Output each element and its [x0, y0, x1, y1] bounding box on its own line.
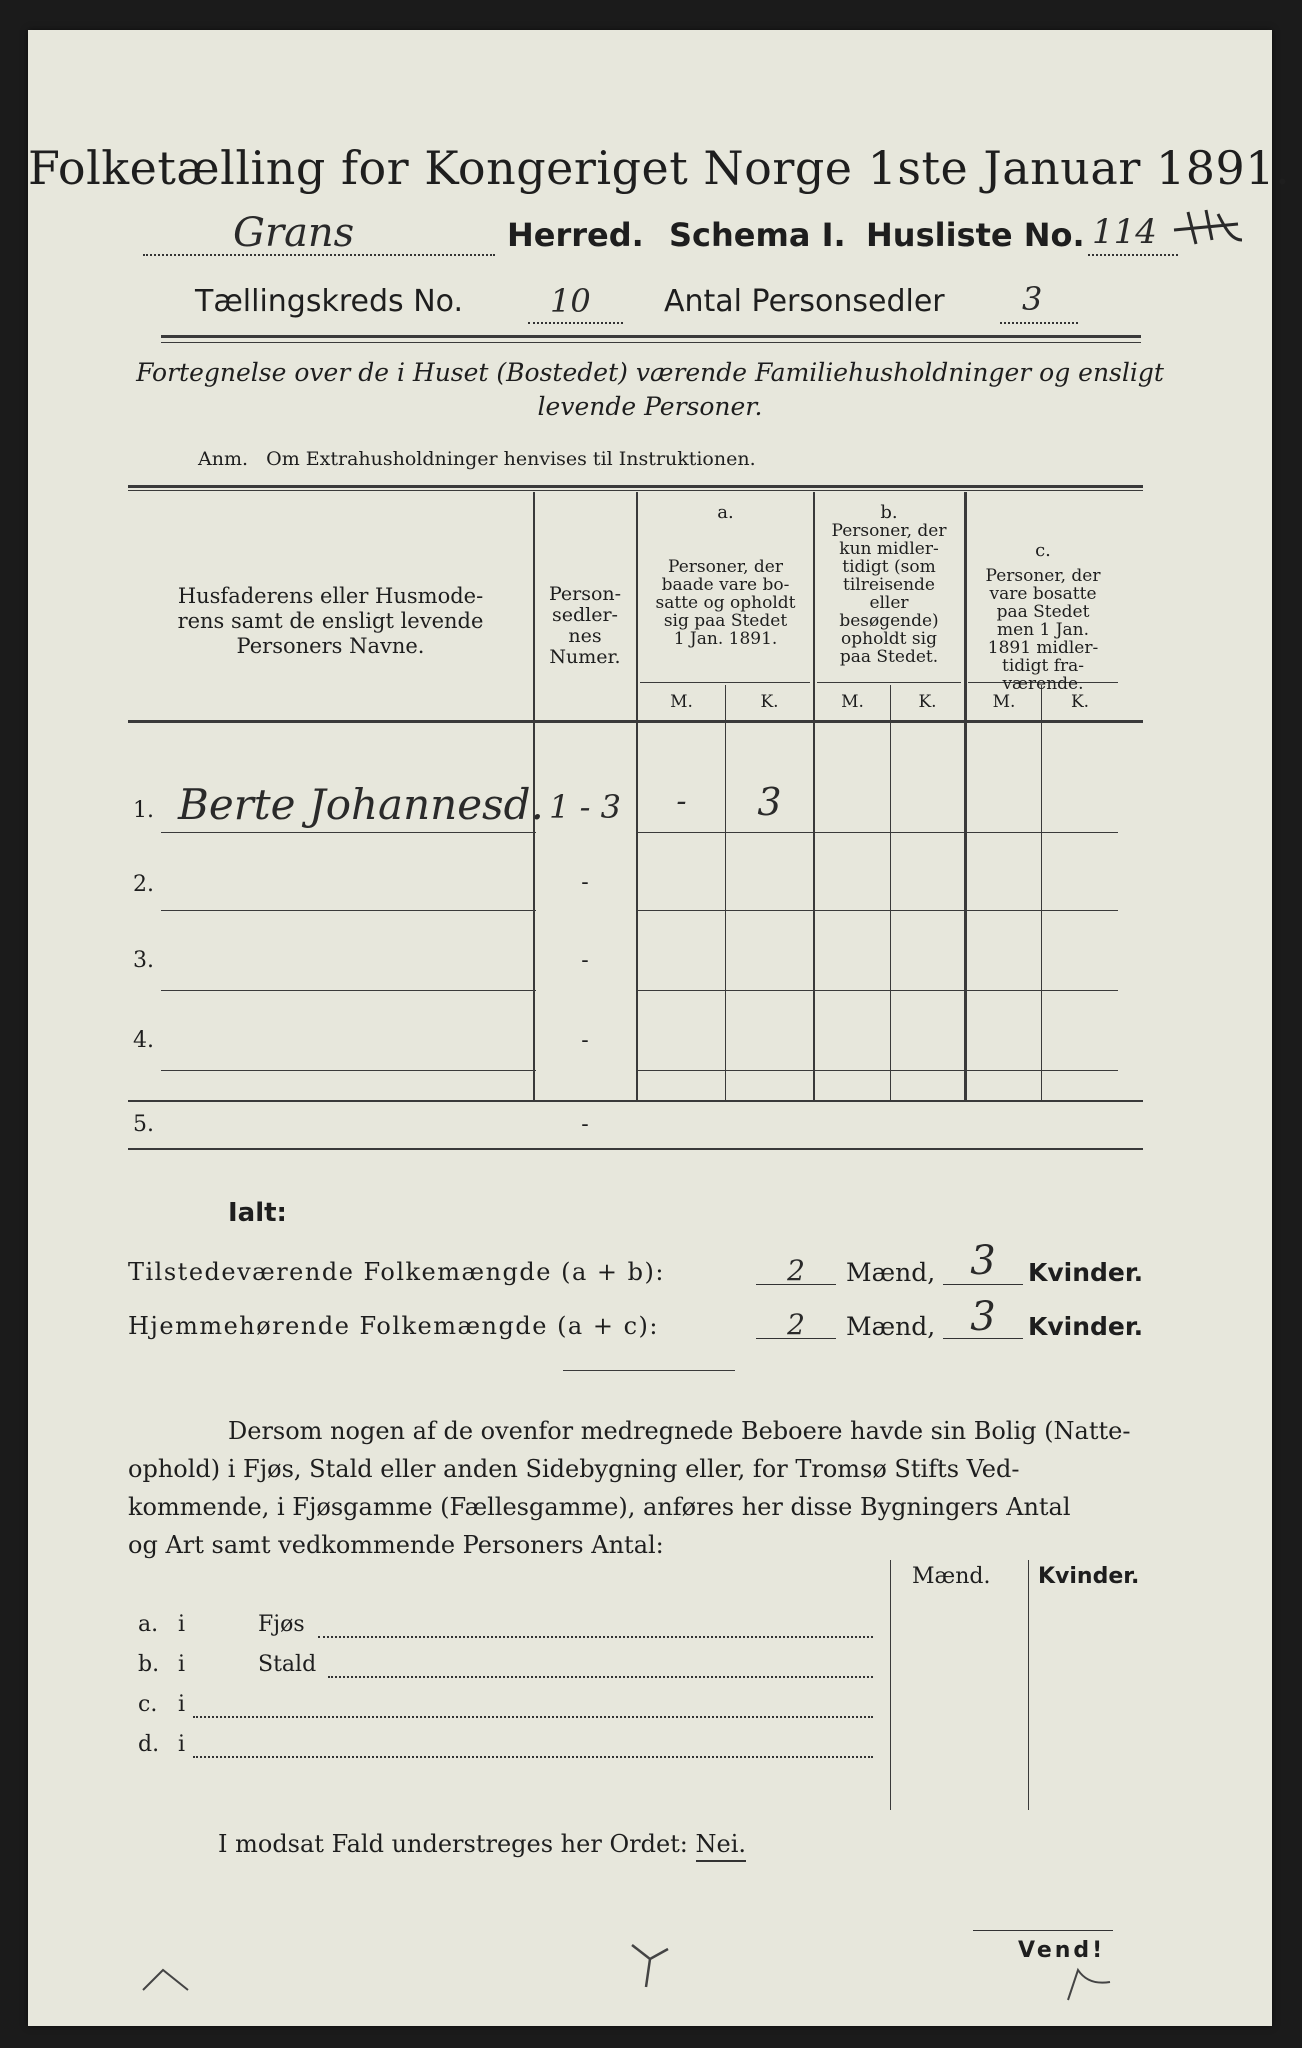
row-rule — [161, 832, 536, 833]
col-header-b-line: opholdt sig — [841, 629, 937, 649]
building-fill-line — [193, 1712, 873, 1718]
buildings-divider-1 — [890, 1560, 891, 1810]
col-header-names-line: rens samt de ensligt levende — [177, 609, 484, 633]
paragraph-line: Dersom nogen af de ovenfor medregnede Beboere havde sin Bolig (Natte- — [228, 1417, 1131, 1445]
hjemme-label: Hjemmehørende Folkemængde (a + c): — [128, 1312, 659, 1340]
tilstede-label: Tilstedeværende Folkemængde (a + b): — [128, 1258, 665, 1286]
separator-rule — [563, 1370, 735, 1371]
col-header-names — [128, 584, 533, 659]
tilstede-maend-label: Mænd, — [846, 1258, 936, 1287]
col-header-number-line: nes — [568, 625, 602, 647]
row-number: 5. — [133, 1112, 154, 1137]
row-rule-right — [638, 990, 1118, 991]
row-rule-right — [638, 1070, 1118, 1071]
building-i: i — [178, 1652, 186, 1677]
col-header-names-line: Husfaderens eller Husmode- — [177, 584, 484, 608]
kreds-value: 10 — [550, 282, 591, 320]
row-a-k: 3 — [757, 780, 782, 824]
col-header-a-line: sig paa Stedet — [663, 611, 788, 631]
col-header-c-line: tidigt fra- — [1001, 656, 1084, 676]
building-fill-line — [193, 1752, 873, 1758]
col-a-k: K. — [760, 692, 779, 712]
nei-word: Nei. — [696, 1830, 747, 1862]
col-header-number-line: sedler- — [552, 604, 618, 626]
buildings-maend-header: Mænd. — [912, 1564, 991, 1589]
col-header-a-line: Personer, der — [668, 557, 783, 577]
row-rule — [161, 990, 536, 991]
col-b-letter: b. — [880, 502, 898, 523]
table-top-rule — [128, 485, 1143, 488]
subtitle-line1: Fortegnelse over de i Huset (Bostedet) værende Familiehusholdninger og ensligt — [136, 358, 1164, 387]
row-name: Berte Johannesd. — [178, 780, 544, 829]
col-header-a — [638, 558, 813, 648]
row-rule — [161, 910, 536, 911]
col-header-a-line: satte og opholdt — [655, 593, 796, 613]
paragraph-line: ophold) i Fjøs, Stald eller anden Sidebygning eller, for Tromsø Stifts Ved- — [128, 1455, 1020, 1483]
col-header-b-line: tilreisende — [842, 575, 935, 595]
row-person-number: - — [581, 948, 589, 973]
col-header-a-line: baade vare bo- — [661, 575, 790, 595]
husliste-label: Husliste No. — [866, 216, 1085, 254]
table-top-rule-thin — [128, 490, 1143, 491]
building-i: i — [178, 1612, 186, 1637]
header-rule-thin — [161, 342, 1141, 343]
col-header-c-line: 1891 midler- — [987, 638, 1099, 658]
col-header-c-line: men 1 Jan. — [996, 620, 1090, 640]
buildings-divider-2 — [1028, 1560, 1029, 1810]
col-header-b-line: kun midler- — [839, 539, 939, 559]
row-person-number: - — [581, 1028, 589, 1053]
hjemme-kvinder-value: 3 — [970, 1294, 996, 1340]
building-letter: d. — [138, 1732, 160, 1757]
tilstede-kvinder-value: 3 — [970, 1238, 996, 1284]
subtitle-line2: levende Personer. — [537, 392, 763, 421]
col-header-a-line: 1 Jan. 1891. — [673, 629, 778, 649]
col-header-number-line: Person- — [548, 583, 622, 605]
row-person-number: 1 - 3 — [549, 788, 621, 826]
herred-value: Grans — [233, 210, 355, 256]
col-header-c-line: Personer, der — [985, 566, 1101, 586]
antal-field — [1000, 280, 1078, 324]
modsat-text — [218, 1830, 746, 1858]
instruction-paragraph — [128, 1412, 1143, 1564]
table-bottom-rule — [128, 1100, 1143, 1102]
hjemme-kvinder-label: Kvinder. — [1028, 1312, 1144, 1341]
col-header-number-line: Numer. — [549, 646, 621, 668]
vend-rule — [973, 1930, 1113, 1931]
row-person-number: - — [581, 1112, 589, 1137]
pencil-mark-icon — [628, 1935, 688, 1995]
col-a-m: M. — [670, 692, 693, 712]
husliste-field — [1088, 212, 1178, 256]
col-header-names-line: Personers Navne. — [236, 634, 425, 658]
census-form-page — [28, 30, 1291, 2026]
col-c-letter: c. — [1035, 540, 1051, 561]
herred-field — [143, 210, 495, 256]
husliste-value: 114 — [1092, 212, 1157, 252]
col-b-mk-divider — [890, 685, 891, 1100]
col-header-b-line: Personer, der — [831, 521, 947, 541]
anm-note: Anm. Om Extrahusholdninger henvises til Instruktionen. — [198, 448, 756, 470]
col-a-sub-rule — [640, 682, 810, 683]
hjemme-maend-label: Mænd, — [846, 1312, 936, 1341]
col-c-k: K. — [1070, 692, 1090, 712]
col-header-b — [815, 522, 963, 666]
row-number: 3. — [133, 948, 154, 973]
form-title: Folketælling for Kongeriget Norge 1ste Januar 1891. — [28, 141, 1291, 195]
building-name: Fjøs — [258, 1612, 305, 1637]
paragraph-line: og Art samt vedkommende Personers Antal: — [128, 1531, 664, 1559]
col-header-b-line: eller — [869, 593, 909, 613]
col-header-c-line: paa Stedet — [996, 602, 1090, 622]
hjemme-maend-value: 2 — [787, 1308, 805, 1341]
table-end-rule — [128, 1148, 1143, 1150]
row-rule — [161, 1070, 536, 1071]
col-a-letter: a. — [717, 502, 734, 523]
building-fill-line — [318, 1632, 873, 1638]
ialt-label: Ialt: — [228, 1198, 287, 1228]
row-number: 4. — [133, 1028, 154, 1053]
building-letter: a. — [138, 1612, 159, 1637]
pencil-mark-icon — [133, 1950, 203, 2000]
col-header-b-line: paa Stedet. — [839, 647, 939, 667]
col-b-m: M. — [841, 692, 864, 712]
row-a-m: - — [676, 784, 687, 819]
tilstede-kvinder-label: Kvinder. — [1028, 1258, 1144, 1287]
building-letter: b. — [138, 1652, 160, 1677]
modsat-label: I modsat Fald understreges her Ordet: — [218, 1830, 688, 1858]
building-letter: c. — [138, 1692, 158, 1717]
building-name: Stald — [258, 1652, 317, 1677]
col-header-b-line: besøgende) — [839, 611, 939, 631]
herred-label: Herred. — [507, 216, 644, 254]
kreds-field — [528, 282, 623, 324]
antal-value: 3 — [1022, 280, 1043, 318]
buildings-kvinder-header: Kvinder. — [1038, 1564, 1140, 1589]
schema-label: Schema I. — [669, 216, 846, 254]
col-c-mk-divider — [1041, 685, 1042, 1100]
row-rule-right — [638, 910, 1118, 911]
col-b-sub-rule — [817, 682, 961, 683]
antal-label: Antal Personsedler — [664, 284, 945, 319]
row-number: 1. — [133, 798, 154, 823]
vend-label: Vend! — [1018, 1938, 1106, 1963]
pencil-mark-icon — [1058, 1960, 1118, 2010]
tilstede-kvinder-line — [943, 1284, 1023, 1285]
col-header-number — [535, 584, 635, 668]
building-i: i — [178, 1732, 186, 1757]
struck-number-scribble — [1168, 200, 1248, 250]
row-person-number: - — [581, 870, 589, 895]
col-a-mk-divider — [725, 685, 726, 1100]
tilstede-maend-value: 2 — [787, 1254, 805, 1287]
building-i: i — [178, 1692, 186, 1717]
row-number: 2. — [133, 872, 154, 897]
kreds-label: Tællingskreds No. — [195, 284, 463, 319]
header-rule — [161, 335, 1141, 338]
col-header-c — [967, 567, 1119, 693]
col-c-m: M. — [992, 692, 1016, 712]
building-fill-line — [328, 1672, 873, 1678]
col-header-c-line: værende. — [1002, 674, 1084, 694]
row-rule-right — [638, 832, 1118, 833]
col-header-c-line: vare bosatte — [989, 584, 1097, 604]
col-b-k: K. — [918, 692, 937, 712]
paragraph-line: kommende, i Fjøsgamme (Fællesgamme), anføres her disse Bygningers Antal — [128, 1493, 1071, 1521]
col-header-b-line: tidigt (som — [842, 557, 936, 577]
